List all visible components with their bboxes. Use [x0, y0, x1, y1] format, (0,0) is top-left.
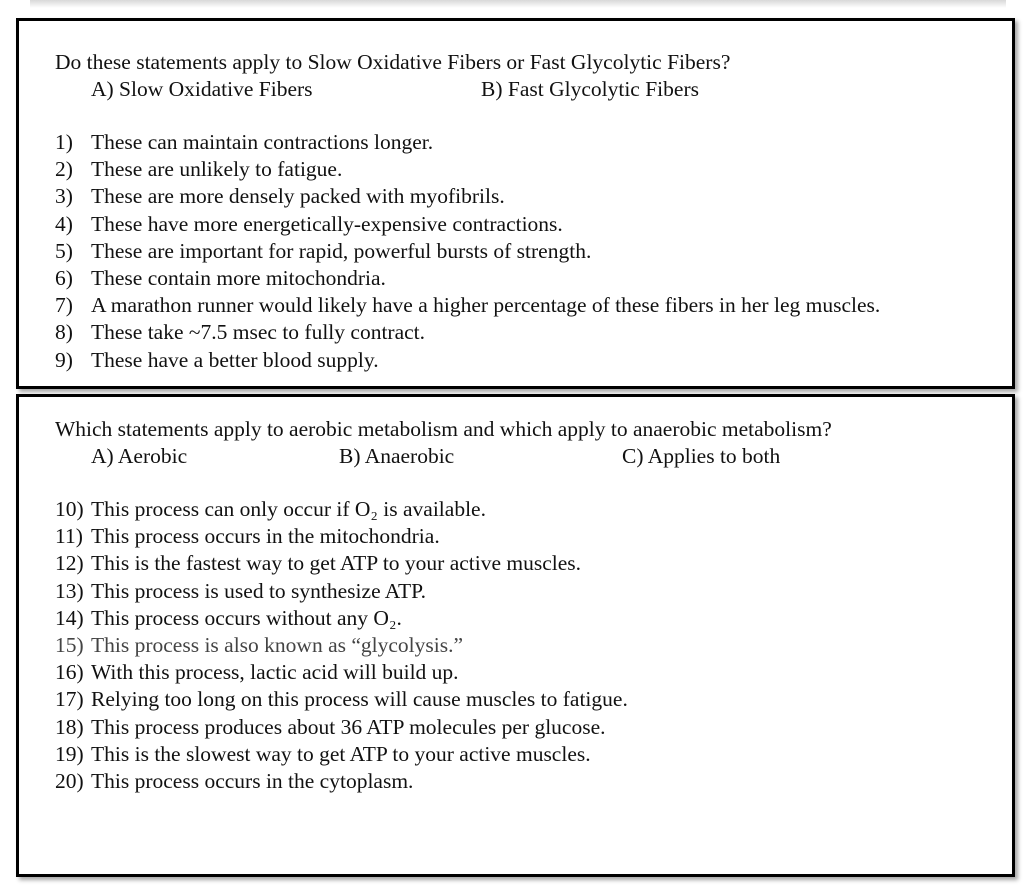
list-item: 1) These can maintain contractions longer. [55, 130, 434, 154]
list-item: 12) This is the fastest way to get ATP to your active muscles. [55, 551, 582, 576]
list-item: 19) This is the slowest way to get ATP to your active muscles. [55, 741, 591, 766]
list-item: 10) This process can only occur if O₂ is available. [55, 497, 486, 521]
list-item: 6) These contain more mitochondria. [55, 266, 386, 291]
fiber-question: Do these statements apply to Slow Oxidative Fibers or Fast Glycolytic Fibers? [55, 50, 731, 74]
option-applies-to-both: C) Applies to both [622, 444, 781, 468]
list-item: 2) These are unlikely to fatigue. [55, 157, 343, 182]
fiber-question-box [16, 18, 1015, 389]
list-item: 13) This process is used to synthesize ATP. [55, 578, 427, 603]
list-item: 18) This process produces about 36 ATP molecules per glucose. [55, 714, 606, 739]
list-item: 5) These are important for rapid, powerful bursts of strength. [55, 238, 592, 263]
list-item: 11) This process occurs in the mitochondria. [55, 524, 440, 549]
list-item: 3) These are more densely packed with myofibrils. [55, 184, 505, 209]
option-slow-oxidative: A) Slow Oxidative Fibers [91, 77, 313, 101]
metabolism-question-box [16, 394, 1015, 877]
page-top-shadow [30, 0, 1006, 8]
list-item: 14) This process occurs without any O₂. [55, 605, 402, 630]
list-item: 9) These have a better blood supply. [55, 347, 379, 372]
fiber-statement-list [55, 129, 880, 374]
option-fast-glycolytic: B) Fast Glycolytic Fibers [481, 77, 699, 101]
list-item: 17) Relying too long on this process will cause muscles to fatigue. [55, 687, 628, 712]
metabolism-question: Which statements apply to aerobic metabolism and which apply to anaerobic metabolism? [55, 417, 832, 441]
option-anaerobic: B) Anaerobic [339, 444, 455, 468]
list-item: 8) These take ~7.5 msec to fully contract. [55, 320, 426, 345]
list-item: 16) With this process, lactic acid will build up. [55, 660, 459, 685]
metabolism-statement-list [55, 496, 628, 795]
list-item: 20) This process occurs in the cytoplasm. [55, 769, 414, 794]
list-item: 4) These have more energetically-expensive contractions. [55, 211, 563, 236]
list-item: 7) A marathon runner would likely have a higher percentage of these fibers in her leg muscles. [55, 293, 881, 318]
list-item: 15) This process is also known as “glycolysis.” [55, 633, 464, 658]
option-aerobic: A) Aerobic [91, 444, 188, 468]
